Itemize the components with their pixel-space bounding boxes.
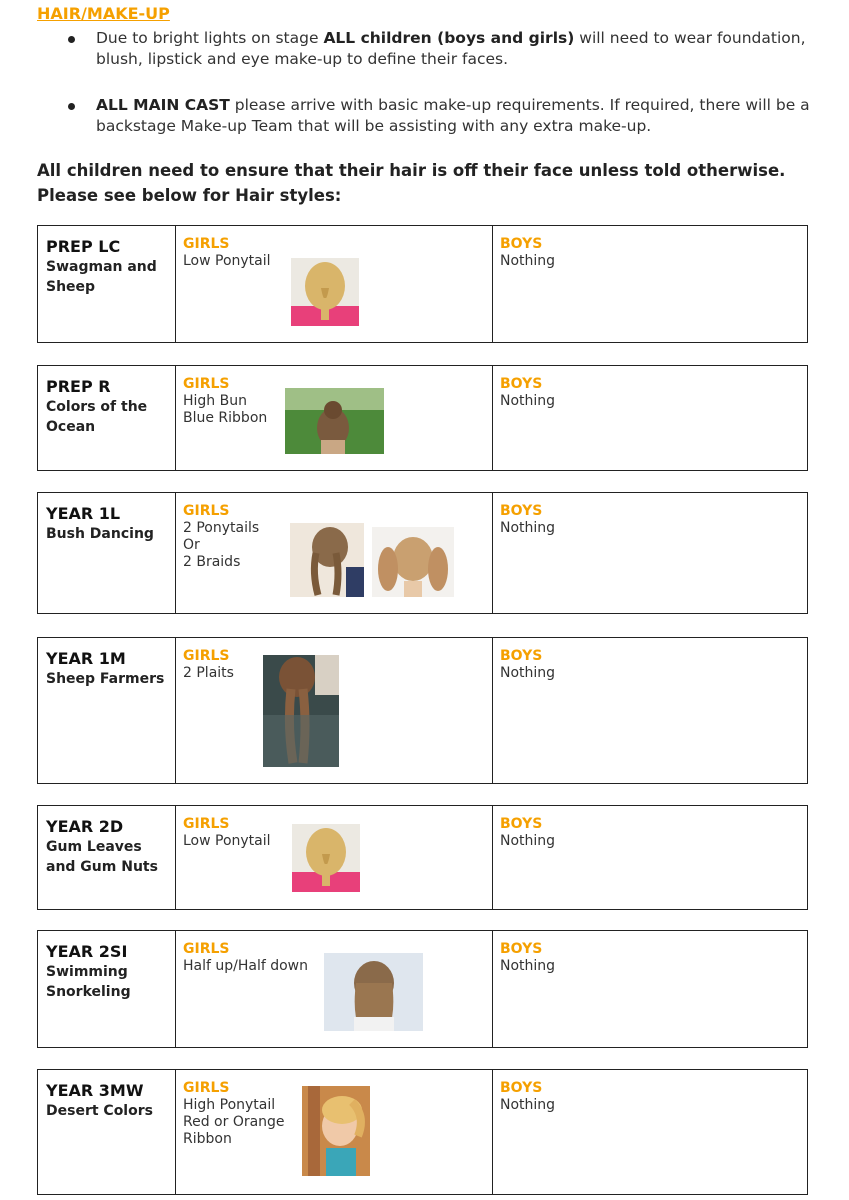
class-table xyxy=(37,1069,808,1195)
boys-label: BOYS xyxy=(500,1080,543,1096)
boys-label: BOYS xyxy=(500,941,543,957)
hair-intro: All children need to ensure that their hair is off their face unless told otherwise. Please see below for Hair styles: xyxy=(37,161,786,205)
class-cell xyxy=(38,1070,176,1194)
boys-label: BOYS xyxy=(500,503,543,519)
girls-cell xyxy=(176,931,493,1047)
class-cell xyxy=(38,806,176,909)
class-table xyxy=(37,930,808,1048)
girls-cell xyxy=(176,493,493,613)
class-name: PREP R xyxy=(46,377,111,396)
bullet-icon xyxy=(68,103,75,110)
high-ponytail-photo xyxy=(302,1086,370,1176)
girls-cell xyxy=(176,226,493,342)
boys-label: BOYS xyxy=(500,376,543,392)
high-bun-photo xyxy=(285,388,384,454)
bullet-text: will need to wear foundation, blush, lipstick and eye make-up to define their faces. xyxy=(96,29,806,68)
boys-hairstyle: Nothing xyxy=(500,833,556,849)
class-theme: Colors of the Ocean xyxy=(46,399,148,435)
class-theme: Swimming Snorkeling xyxy=(46,964,131,1000)
girls-hairstyle: Low Ponytail xyxy=(183,833,271,849)
girls-label: GIRLS xyxy=(183,236,230,252)
class-theme: Sheep Farmers xyxy=(46,671,165,687)
girls-label: GIRLS xyxy=(183,941,230,957)
girls-hairstyle: Half up/Half down xyxy=(183,958,309,974)
class-theme: Swagman and Sheep xyxy=(46,259,157,295)
girls-cell xyxy=(176,366,493,470)
boys-cell xyxy=(493,366,807,470)
bullet-text: Due to bright lights on stage xyxy=(96,29,324,47)
girls-hairstyle: High Bun Blue Ribbon xyxy=(183,393,268,426)
boys-label: BOYS xyxy=(500,816,543,832)
boys-hairstyle: Nothing xyxy=(500,393,556,409)
class-cell xyxy=(38,366,176,470)
boys-hairstyle: Nothing xyxy=(500,520,556,536)
bullet-icon xyxy=(68,36,75,43)
girls-cell xyxy=(176,638,493,783)
boys-cell xyxy=(493,931,807,1047)
class-cell xyxy=(38,931,176,1047)
class-name: YEAR 1M xyxy=(46,649,126,668)
boys-hairstyle: Nothing xyxy=(500,253,556,269)
girls-label: GIRLS xyxy=(183,503,230,519)
class-theme: Bush Dancing xyxy=(46,526,154,542)
class-table xyxy=(37,637,808,784)
class-name: YEAR 2D xyxy=(46,817,124,836)
braids-photo xyxy=(290,523,364,597)
girls-label: GIRLS xyxy=(183,1080,230,1096)
bullet-emphasis: ALL MAIN CAST xyxy=(96,96,230,114)
boys-cell xyxy=(493,806,807,909)
plaits-photo xyxy=(263,655,339,767)
class-name: PREP LC xyxy=(46,237,121,256)
class-cell xyxy=(38,493,176,613)
class-name: YEAR 1L xyxy=(46,504,121,523)
girls-label: GIRLS xyxy=(183,816,230,832)
bullet-emphasis: ALL children (boys and girls) xyxy=(323,29,575,47)
ponytails-photo xyxy=(372,527,454,597)
low-ponytail-photo xyxy=(292,824,360,892)
class-name: YEAR 3MW xyxy=(46,1081,144,1100)
girls-cell xyxy=(176,806,493,909)
boys-hairstyle: Nothing xyxy=(500,1097,556,1113)
makeup-bullet-2 xyxy=(96,95,816,137)
boys-label: BOYS xyxy=(500,648,543,664)
half-up-half-down-photo xyxy=(324,953,423,1031)
makeup-bullet-1 xyxy=(96,28,816,70)
section-heading: HAIR/MAKE-UP xyxy=(37,4,170,23)
boys-hairstyle: Nothing xyxy=(500,665,556,681)
girls-cell xyxy=(176,1070,493,1194)
class-cell xyxy=(38,638,176,783)
bullet-text: please arrive with basic make-up requirements. If required, there will be a backstage Make-up Team that will be assisting with any extra make-up. xyxy=(96,96,810,135)
girls-label: GIRLS xyxy=(183,376,230,392)
boys-cell xyxy=(493,638,807,783)
boys-cell xyxy=(493,493,807,613)
low-ponytail-photo xyxy=(291,258,359,326)
girls-hairstyle: 2 Plaits xyxy=(183,665,234,681)
girls-hairstyle: 2 Ponytails Or 2 Braids xyxy=(183,520,260,570)
girls-hairstyle: Low Ponytail xyxy=(183,253,271,269)
class-cell xyxy=(38,226,176,342)
boys-cell xyxy=(493,226,807,342)
boys-cell xyxy=(493,1070,807,1194)
girls-hairstyle: High Ponytail Red or Orange Ribbon xyxy=(183,1097,285,1147)
class-table xyxy=(37,225,808,343)
class-theme: Gum Leaves and Gum Nuts xyxy=(46,839,158,875)
girls-label: GIRLS xyxy=(183,648,230,664)
boys-hairstyle: Nothing xyxy=(500,958,556,974)
class-table xyxy=(37,805,808,910)
class-table xyxy=(37,492,808,614)
class-name: YEAR 2SI xyxy=(46,942,128,961)
boys-label: BOYS xyxy=(500,236,543,252)
class-theme: Desert Colors xyxy=(46,1103,153,1119)
class-table xyxy=(37,365,808,471)
